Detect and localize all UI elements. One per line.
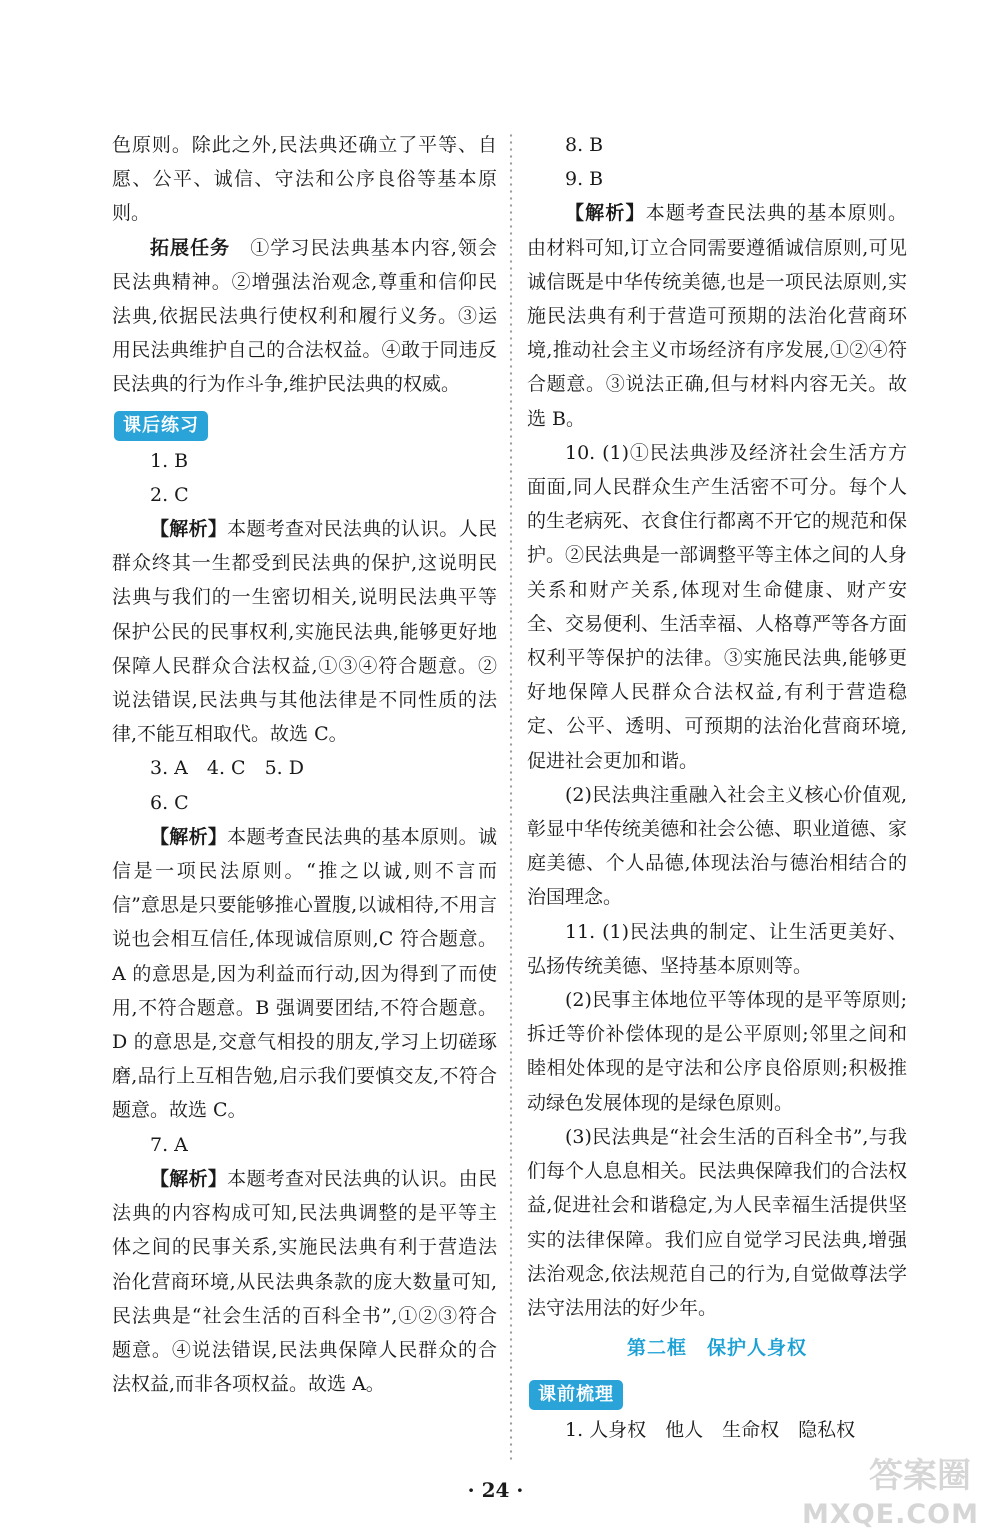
watermark-site: MXQE.COM — [802, 1499, 979, 1530]
answer-2: 2. C — [150, 483, 189, 506]
analysis-9 — [527, 196, 907, 435]
analysis-label: 【解析】 — [565, 202, 646, 225]
review-list-item-1: 1. 人身权 他人 生命权 隐私权 — [565, 1419, 856, 1442]
answer-11-3: (3)民法典是“社会生活的百科全书”,与我们每个人息息相关。民法典保障我们的合法权益,促进社会和谐稳定,为人民幸福生活提供坚实的法律保障。我们应自觉学习民法典,增强法治观念,依法规范自己的行为,自觉做尊法学法守法用法的好少年。 — [527, 1125, 908, 1319]
analysis-7 — [112, 1162, 497, 1401]
section-title: 第二框 保护人身权 — [626, 1337, 807, 1360]
extension-task — [112, 231, 497, 402]
analysis-label: 【解析】 — [150, 825, 228, 848]
analysis-text: 本题考查对民法典的认识。人民群众终其一生都受到民法典的保护,这说明民法典与我们的一生密切相关,说明民法典平等保护公民的民事权利,实施民法典,能够更好地保障人民群众合法权益,①③④符合题意。②说法错误,民法典与其他法律是不同性质的法律,不能互相取代。故选 C。 — [112, 518, 497, 746]
column-divider — [508, 132, 514, 1462]
page-number: · 24 · — [467, 1478, 524, 1502]
watermark-logo — [802, 1448, 979, 1530]
analysis-6 — [112, 820, 497, 1128]
task-label: 拓展任务 — [150, 236, 231, 259]
analysis-label: 【解析】 — [150, 518, 228, 541]
after-class-practice-badge: 课后练习 — [114, 411, 208, 441]
left-column — [112, 128, 497, 1401]
task-text: ①学习民法典基本内容,领会民法典精神。②增强法治观念,尊重和信仰民法典,依据民法典行使权利和履行义务。③运用民法典维护自己的合法权益。④敢于同违反民法典的行为作斗争,维护民法典的权威。 — [112, 236, 497, 396]
answer-7: 7. A — [150, 1133, 188, 1156]
answer-11-1: 11. (1)民法典的制定、让生活更美好、弘扬传统美德、坚持基本原则等。 — [527, 920, 907, 977]
analysis-text: 本题考查对民法典的认识。由民法典的内容构成可知,民法典调整的是平等主体之间的民事关系,实施民法典有利于营造法治化营商环境,从民法典条款的庞大数量可知,民法典是“社会生活的百科全书”,①②③符合题意。④说法错误,民法典保障人民群众的合法权益,而非各项权益。故选 A。 — [112, 1167, 497, 1396]
answer-10-1: 10. (1)①民法典涉及经济社会生活方方面面,同人民群众生产生活密不可分。每个人的生老病死、衣食住行都离不开它的规范和保护。②民法典是一部调整平等主体之间的人身关系和财产关系,体现对生命健康、财产安全、交易便利、生活幸福、人格尊严等各方面权利平等保护的法律。③实施民法典,能够更好地保障人民群众合法权益,有利于营造稳定、公平、透明、可预期的法治化营商环境,促进社会更加和谐。 — [527, 441, 908, 772]
right-column — [527, 128, 907, 1447]
watermark-stamp: 答案圈 — [869, 1456, 971, 1496]
answer-3-5: 3. A 4. C 5. D — [150, 757, 304, 780]
analysis-2 — [112, 512, 497, 751]
answer-10-2: (2)民法典注重融入社会主义核心价值观,彰显中华传统美德和社会公德、职业道德、家庭美德、个人品德,体现法治与德治相结合的治国理念。 — [527, 783, 908, 909]
paragraph-intro: 色原则。除此之外,民法典还确立了平等、自愿、公平、诚信、守法和公序良俗等基本原则。 — [112, 134, 497, 225]
answer-1: 1. B — [150, 449, 189, 472]
answer-8: 8. B — [565, 134, 604, 156]
answer-11-2: (2)民事主体地位平等体现的是平等原则;拆迁等价补偿体现的是公平原则;邻里之间和睦相处体现的是守法和公序良俗原则;积极推动绿色发展体现的是绿色原则。 — [527, 989, 907, 1114]
answer-9: 9. B — [565, 168, 604, 191]
analysis-text: 本题考查民法典的基本原则。由材料可知,订立合同需要遵循诚信原则,可见诚信既是中华传统美德,也是一项民法原则,实施民法典有利于营造可预期的法治化营商环境,推动社会主义市场经济有序发展,①②④符合题意。③说法正确,但与材料内容无关。故选 B。 — [527, 202, 907, 430]
analysis-label: 【解析】 — [150, 1167, 228, 1190]
before-class-review-badge: 课前梳理 — [529, 1380, 623, 1410]
analysis-text: 本题考查民法典的基本原则。诚信是一项民法原则。“推之以诚,则不言而信”意思是只要能够推心置腹,以诚相待,不用言说也会相互信任,体现诚信原则,C 符合题意。A 的意思是,因为利益而行动,因为得到了而使用,不符合题意。B 强调要团结,不符合题意。D 的意思是,交意气相投的朋友,学习上切磋琢磨,品行上互相告勉,启示我们要慎交友,不符合题意。故选 C。 — [112, 825, 497, 1122]
answer-6: 6. C — [150, 791, 189, 814]
